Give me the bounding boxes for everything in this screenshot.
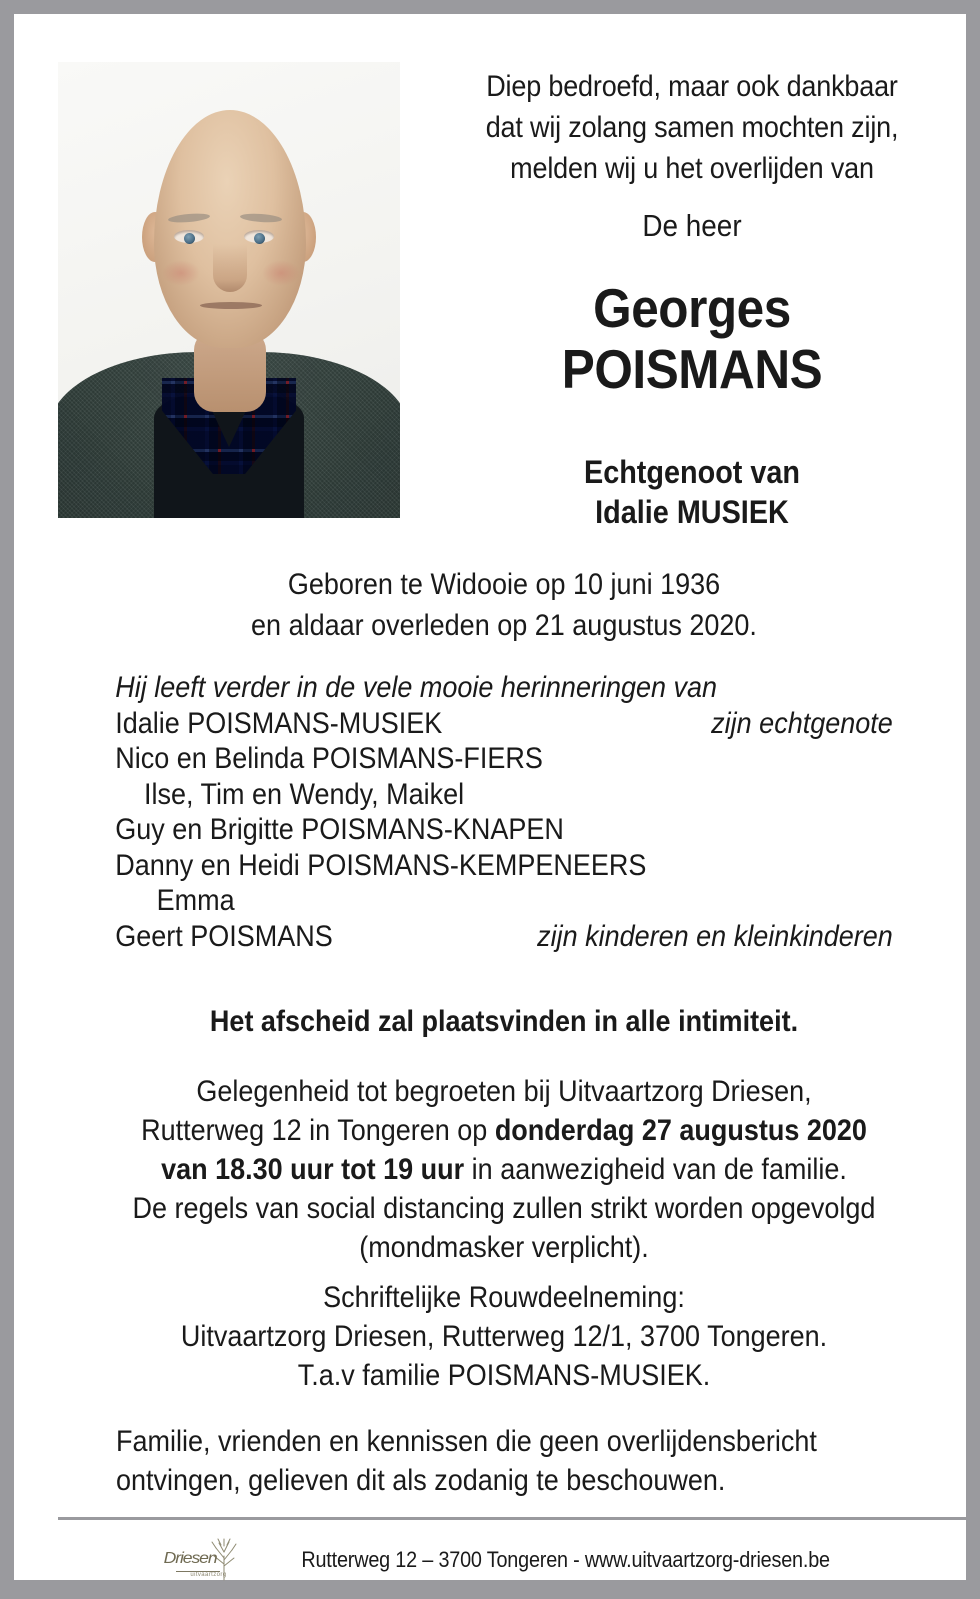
footer-divider bbox=[58, 1517, 966, 1520]
family-relation-label: zijn echtgenote bbox=[711, 706, 893, 740]
logo-subtitle: uitvaartzorg bbox=[190, 1572, 227, 1578]
intro-line-1: Diep bedroefd, maar ook dankbaar bbox=[486, 70, 898, 103]
footer-contact-text: Rutterweg 12 – 3700 Tongeren - www.uitvaartzorg-driesen.be bbox=[301, 1547, 831, 1572]
photo-iris-right bbox=[254, 233, 265, 244]
family-rows bbox=[115, 706, 893, 955]
photo-iris-left bbox=[184, 233, 195, 244]
visit-line-5: (mondmasker verplicht). bbox=[359, 1231, 649, 1264]
visit-line-2 bbox=[101, 1111, 907, 1150]
surviving-family-list bbox=[115, 670, 893, 954]
condolence-title: Schriftelijke Rouwdeelneming: bbox=[323, 1281, 685, 1314]
memorial-card bbox=[14, 14, 966, 1580]
photo-cheek-left bbox=[162, 260, 200, 286]
visitation-details bbox=[101, 1072, 907, 1267]
deceased-first-name: Georges bbox=[593, 277, 791, 339]
death-line: en aldaar overleden op 21 augustus 2020. bbox=[251, 609, 757, 642]
closing-note bbox=[116, 1422, 908, 1500]
photo-nose bbox=[213, 244, 247, 292]
written-condolence-block bbox=[101, 1278, 907, 1395]
family-member-name: Guy en Brigitte POISMANS-KNAPEN bbox=[115, 813, 564, 846]
deceased-last-name: POISMANS bbox=[561, 338, 823, 400]
visit-line-4: De regels van social distancing zullen strikt worden opgevolgd bbox=[132, 1192, 876, 1225]
birth-death-dates bbox=[94, 564, 915, 646]
visit-line-3 bbox=[101, 1150, 907, 1189]
visit-prefix: Rutterweg 12 in Tongeren op bbox=[141, 1114, 495, 1147]
visit-line-1: Gelegenheid tot begroeten bij Uitvaartzorg Driesen, bbox=[196, 1075, 812, 1108]
family-member-name: Emma bbox=[156, 884, 235, 917]
footer bbox=[58, 1531, 966, 1589]
family-member-name: Idalie POISMANS-MUSIEK bbox=[115, 706, 443, 740]
photo-cheek-right bbox=[262, 260, 300, 286]
portrait-photo bbox=[58, 62, 400, 518]
spouse-name: Idalie MUSIEK bbox=[595, 494, 789, 530]
condolence-address: Uitvaartzorg Driesen, Rutterweg 12/1, 3700 Tongeren. bbox=[180, 1320, 828, 1353]
honorific: De heer bbox=[642, 208, 742, 243]
visit-date: donderdag 27 augustus 2020 bbox=[494, 1114, 867, 1147]
birth-line: Geboren te Widooie op 10 juni 1936 bbox=[287, 568, 721, 601]
visit-suffix: in aanwezigheid van de familie. bbox=[464, 1153, 847, 1186]
logo-wordmark: Driesen bbox=[163, 1550, 217, 1567]
family-member-name: Danny en Heidi POISMANS-KEMPENEERS bbox=[115, 848, 647, 882]
intro-text bbox=[445, 66, 938, 189]
family-heading: Hij leeft verder in de vele mooie herinneringen van bbox=[115, 671, 718, 704]
family-row bbox=[115, 706, 893, 742]
intro-line-2: dat wij zolang samen mochten zijn, bbox=[485, 111, 899, 144]
visit-time: van 18.30 uur tot 19 uur bbox=[161, 1153, 465, 1186]
family-member-name: Ilse, Tim en Wendy, Maikel bbox=[144, 777, 465, 811]
family-member-name: Geert POISMANS bbox=[115, 919, 333, 953]
driesen-logo bbox=[164, 1534, 250, 1586]
family-relation-label: zijn kinderen en kleinkinderen bbox=[537, 919, 893, 953]
closing-line-1: Familie, vrienden en kennissen die geen overlijdensbericht bbox=[116, 1425, 817, 1458]
spouse-block bbox=[445, 452, 938, 532]
family-row bbox=[115, 919, 893, 955]
spouse-label: Echtgenoot van bbox=[583, 454, 800, 490]
family-member-name: Nico en Belinda POISMANS-FIERS bbox=[115, 742, 543, 775]
closing-line-2: ontvingen, gelieven dit als zodanig te beschouwen. bbox=[116, 1464, 726, 1497]
condolence-attention: T.a.v familie POISMANS-MUSIEK. bbox=[297, 1359, 711, 1392]
intimacy-statement: Het afscheid zal plaatsvinden in alle intimiteit. bbox=[209, 1005, 799, 1038]
intro-line-3: melden wij u het overlijden van bbox=[510, 152, 874, 185]
photo-mouth bbox=[200, 302, 262, 309]
deceased-name-block bbox=[418, 278, 966, 400]
